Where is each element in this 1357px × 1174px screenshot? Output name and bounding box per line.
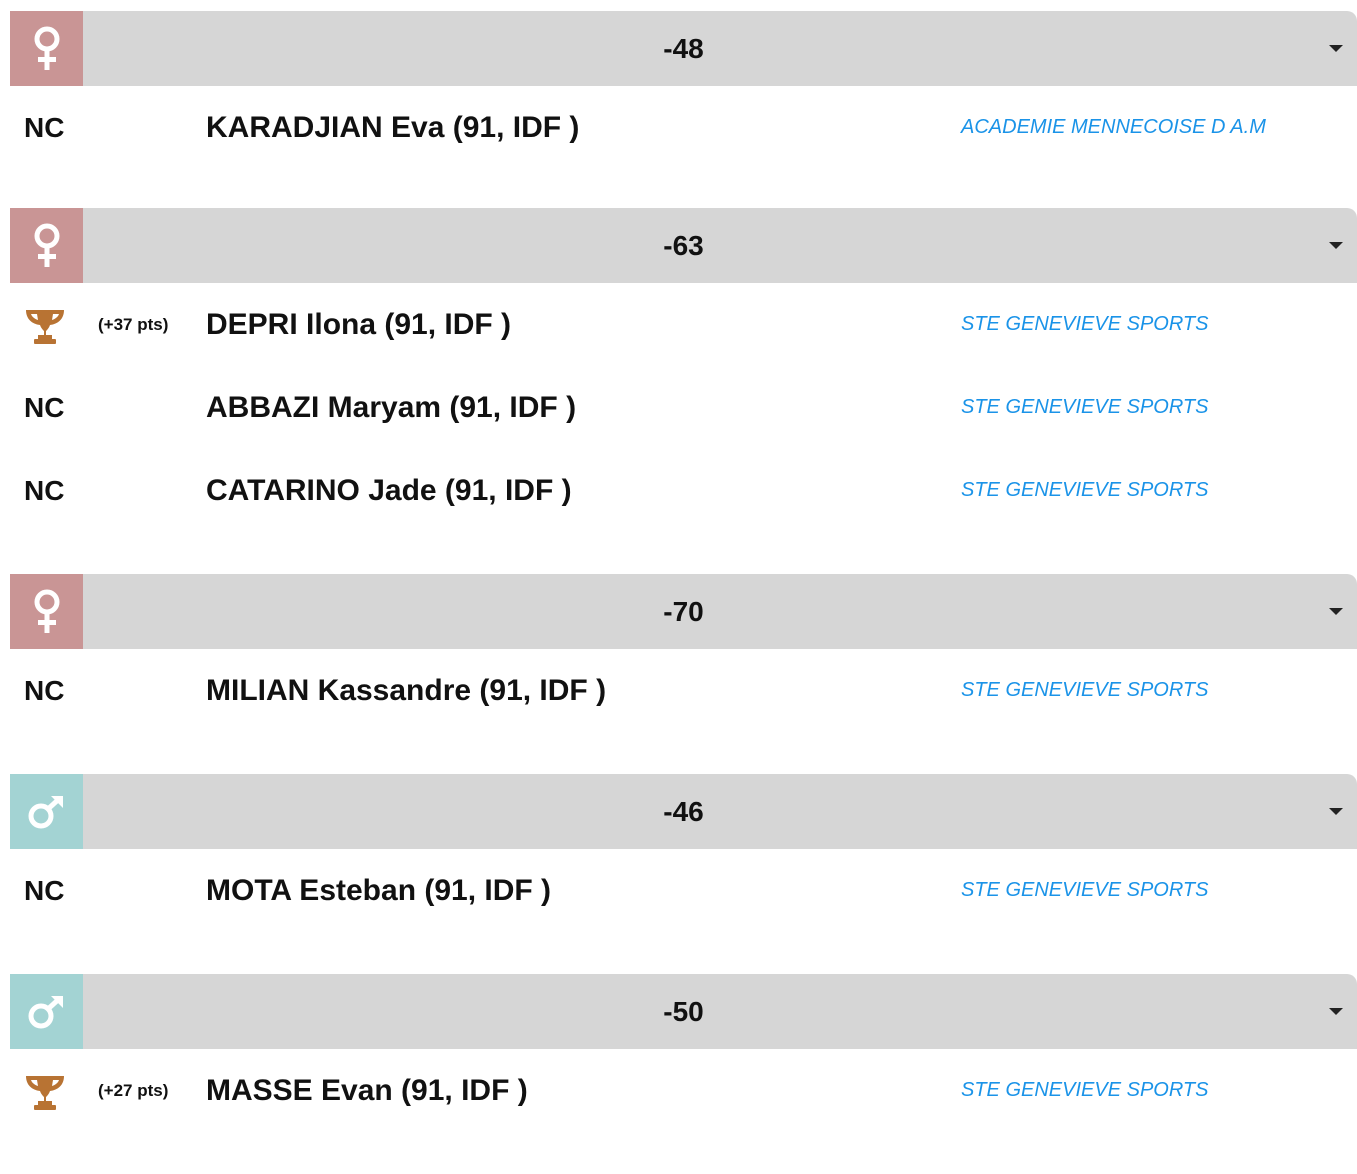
athlete-list xyxy=(10,849,1357,974)
athlete-name: MILIAN Kassandre (91, IDF ) xyxy=(206,674,607,707)
trophy-icon xyxy=(24,1072,66,1110)
category-section xyxy=(10,774,1357,974)
rank-cell xyxy=(24,366,64,449)
category-header[interactable] xyxy=(10,574,1357,649)
athlete-name: DEPRI Ilona (91, IDF ) xyxy=(206,308,512,341)
club-link[interactable]: STE GENEVIEVE SPORTS xyxy=(961,879,1209,901)
athlete-row xyxy=(10,649,1357,732)
category-section xyxy=(10,208,1357,574)
points-label: (+27 pts) xyxy=(98,1081,169,1100)
athlete-name: ABBAZI Maryam (91, IDF ) xyxy=(206,391,577,424)
athlete-list xyxy=(10,1049,1357,1174)
category-label: -48 xyxy=(663,33,704,64)
athlete-name: MASSE Evan (91, IDF ) xyxy=(206,1074,528,1107)
athlete-row xyxy=(10,1049,1357,1132)
rank-label: NC xyxy=(24,874,65,906)
category-section xyxy=(10,574,1357,774)
category-section xyxy=(10,11,1357,208)
category-label: -46 xyxy=(663,796,704,827)
category-header[interactable] xyxy=(10,11,1357,86)
category-label: -70 xyxy=(663,596,704,627)
athlete-list xyxy=(10,86,1357,208)
club-link[interactable]: STE GENEVIEVE SPORTS xyxy=(961,396,1209,418)
rank-label: NC xyxy=(24,111,65,143)
category-list xyxy=(10,11,1357,1174)
rank-cell xyxy=(24,449,64,532)
rank-label: NC xyxy=(24,674,65,706)
rank-cell xyxy=(24,649,64,732)
rank-cell xyxy=(24,283,66,366)
athlete-list xyxy=(10,649,1357,774)
club-link[interactable]: STE GENEVIEVE SPORTS xyxy=(961,1079,1209,1101)
athlete-list xyxy=(10,283,1357,574)
athlete-row xyxy=(10,366,1357,449)
rank-label: NC xyxy=(24,474,65,506)
category-label: -63 xyxy=(663,230,704,261)
chevron-down-icon[interactable] xyxy=(1329,45,1343,52)
club-link[interactable]: STE GENEVIEVE SPORTS xyxy=(961,313,1209,335)
category-header[interactable] xyxy=(10,974,1357,1049)
club-link[interactable]: STE GENEVIEVE SPORTS xyxy=(961,479,1209,501)
category-label: -50 xyxy=(663,996,704,1027)
chevron-down-icon[interactable] xyxy=(1329,808,1343,815)
category-header[interactable] xyxy=(10,774,1357,849)
chevron-down-icon[interactable] xyxy=(1329,242,1343,249)
club-link[interactable]: ACADEMIE MENNECOISE D A.M xyxy=(961,116,1266,138)
rank-cell xyxy=(24,86,64,169)
chevron-down-icon[interactable] xyxy=(1329,1008,1343,1015)
athlete-row xyxy=(10,283,1357,366)
athlete-name: KARADJIAN Eva (91, IDF ) xyxy=(206,111,580,144)
category-header[interactable] xyxy=(10,208,1357,283)
athlete-row xyxy=(10,849,1357,932)
trophy-icon xyxy=(24,306,66,344)
athlete-row xyxy=(10,86,1357,169)
category-section xyxy=(10,974,1357,1174)
athlete-row xyxy=(10,449,1357,532)
athlete-name: CATARINO Jade (91, IDF ) xyxy=(206,474,572,507)
rank-label: NC xyxy=(24,391,65,423)
points-label: (+37 pts) xyxy=(98,315,169,334)
chevron-down-icon[interactable] xyxy=(1329,608,1343,615)
rank-cell xyxy=(24,1049,66,1132)
athlete-name: MOTA Esteban (91, IDF ) xyxy=(206,874,552,907)
rank-cell xyxy=(24,849,64,932)
club-link[interactable]: STE GENEVIEVE SPORTS xyxy=(961,679,1209,701)
